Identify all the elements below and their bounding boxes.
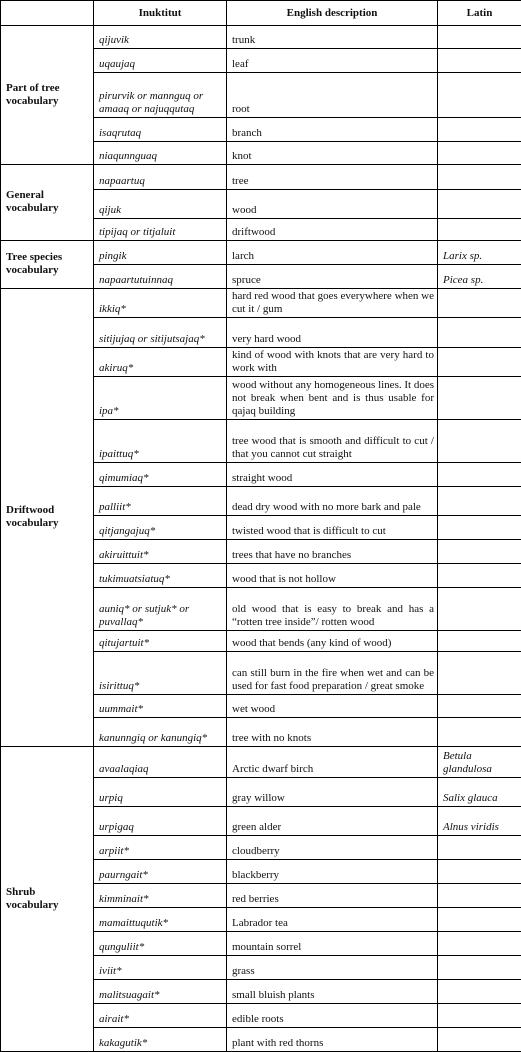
english-cell: twisted wood that is difficult to cut [227,516,438,540]
english-cell: tree [227,165,438,190]
inuktitut-cell: qimumiaq* [94,463,227,487]
english-cell: spruce [227,265,438,289]
english-cell: grass [227,956,438,980]
english-cell: wood that is not hollow [227,564,438,588]
english-cell: kind of wood with knots that are very hard to work with [227,348,438,377]
category-cell: Driftwood vocabulary [1,289,94,747]
english-cell: trunk [227,26,438,49]
latin-cell: Alnus viridis [438,807,521,836]
inuktitut-cell: kakagutik* [94,1028,227,1052]
inuktitut-cell: qitjangajuq* [94,516,227,540]
table-row [1,165,521,190]
english-cell: dead dry wood with no more bark and pale [227,487,438,516]
inuktitut-cell: tukimuatsiatuq* [94,564,227,588]
english-cell: cloudberry [227,836,438,860]
inuktitut-cell: sitijujaq or sitijutsajaq* [94,318,227,348]
inuktitut-cell: avaalaqiaq [94,747,227,778]
category-cell: Shrub vocabulary [1,747,94,1052]
english-cell: knot [227,142,438,165]
latin-cell [438,190,521,219]
english-cell: can still burn in the fire when wet and can be used for fast food preparation / great smoke [227,652,438,695]
english-cell: very hard wood [227,318,438,348]
inuktitut-cell: pirurvik or mannguq or amaaq or najuqqutaq [94,73,227,118]
latin-cell [438,219,521,241]
latin-cell [438,980,521,1004]
latin-cell [438,73,521,118]
inuktitut-cell: urpiq [94,778,227,807]
latin-cell [438,26,521,49]
latin-cell [438,718,521,747]
category-cell: General vocabulary [1,165,94,241]
english-cell: old wood that is easy to break and has a “rotten tree inside”/ rotten wood [227,588,438,631]
inuktitut-cell: pingik [94,241,227,265]
category-cell: Tree species vocabulary [1,241,94,289]
inuktitut-cell: qijuvik [94,26,227,49]
inuktitut-cell: malitsuagait* [94,980,227,1004]
latin-cell [438,564,521,588]
inuktitut-cell: qitujartuit* [94,631,227,652]
latin-cell [438,884,521,908]
english-cell: edible roots [227,1004,438,1028]
english-cell: green alder [227,807,438,836]
latin-cell [438,516,521,540]
inuktitut-cell: paurngait* [94,860,227,884]
header-inuktitut: Inuktitut [94,1,227,26]
inuktitut-cell: ipaittuq* [94,420,227,463]
latin-cell: Salix glauca [438,778,521,807]
english-cell: tree wood that is smooth and difficult to cut / that you cannot cut straight [227,420,438,463]
english-cell: Arctic dwarf birch [227,747,438,778]
inuktitut-cell: urpigaq [94,807,227,836]
latin-cell [438,836,521,860]
header-english: English description [227,1,438,26]
inuktitut-cell: napaartutuinnaq [94,265,227,289]
latin-cell [438,377,521,420]
inuktitut-cell: airait* [94,1004,227,1028]
latin-cell [438,540,521,564]
inuktitut-cell: palliit* [94,487,227,516]
inuktitut-cell: tipijaq or titjaluit [94,219,227,241]
english-cell: hard red wood that goes everywhere when we cut it / gum [227,289,438,318]
english-cell: red berries [227,884,438,908]
inuktitut-cell: uqaujaq [94,49,227,73]
english-cell: wood [227,190,438,219]
table-body [1,26,521,1052]
latin-cell [438,318,521,348]
inuktitut-cell: qunguliit* [94,932,227,956]
latin-cell: Picea sp. [438,265,521,289]
english-cell: wood that bends (any kind of wood) [227,631,438,652]
latin-cell [438,118,521,142]
latin-cell [438,588,521,631]
latin-cell [438,289,521,318]
english-cell: leaf [227,49,438,73]
english-cell: wood without any homogeneous lines. It does not break when bent and is thus usable for qajaq building [227,377,438,420]
latin-cell: Larix sp. [438,241,521,265]
english-cell: Labrador tea [227,908,438,932]
latin-cell [438,652,521,695]
inuktitut-cell: ipa* [94,377,227,420]
english-cell: straight wood [227,463,438,487]
english-cell: gray willow [227,778,438,807]
inuktitut-cell: akiruq* [94,348,227,377]
latin-cell [438,1004,521,1028]
inuktitut-cell: isaqrutaq [94,118,227,142]
inuktitut-cell: uummait* [94,695,227,718]
latin-cell [438,695,521,718]
latin-cell [438,932,521,956]
table-row [1,747,521,778]
inuktitut-cell: akiruittuit* [94,540,227,564]
english-cell: larch [227,241,438,265]
latin-cell [438,348,521,377]
latin-cell [438,1028,521,1052]
table-row [1,241,521,265]
english-cell: tree with no knots [227,718,438,747]
table-row [1,289,521,318]
latin-cell: Betula glandulosa [438,747,521,778]
inuktitut-cell: isirittuq* [94,652,227,695]
inuktitut-cell: auniq* or sutjuk* or puvallaq* [94,588,227,631]
inuktitut-cell: niaqunnguaq [94,142,227,165]
latin-cell [438,165,521,190]
header-category [1,1,94,26]
table-row [1,26,521,49]
header-row [1,1,521,26]
inuktitut-cell: kanunngiq or kanungiq* [94,718,227,747]
latin-cell [438,956,521,980]
english-cell: small bluish plants [227,980,438,1004]
latin-cell [438,49,521,73]
inuktitut-cell: napaartuq [94,165,227,190]
latin-cell [438,420,521,463]
inuktitut-cell: iviit* [94,956,227,980]
inuktitut-cell: arpiit* [94,836,227,860]
latin-cell [438,487,521,516]
header-latin: Latin [438,1,521,26]
inuktitut-cell: ikkiq* [94,289,227,318]
latin-cell [438,860,521,884]
latin-cell [438,631,521,652]
english-cell: root [227,73,438,118]
latin-cell [438,908,521,932]
inuktitut-cell: qijuk [94,190,227,219]
english-cell: trees that have no branches [227,540,438,564]
category-cell: Part of tree vocabulary [1,26,94,165]
english-cell: plant with red thorns [227,1028,438,1052]
latin-cell [438,463,521,487]
inuktitut-cell: mamaittuqutik* [94,908,227,932]
english-cell: wet wood [227,695,438,718]
inuktitut-cell: kimminait* [94,884,227,908]
latin-cell [438,142,521,165]
english-cell: blackberry [227,860,438,884]
english-cell: driftwood [227,219,438,241]
english-cell: mountain sorrel [227,932,438,956]
english-cell: branch [227,118,438,142]
